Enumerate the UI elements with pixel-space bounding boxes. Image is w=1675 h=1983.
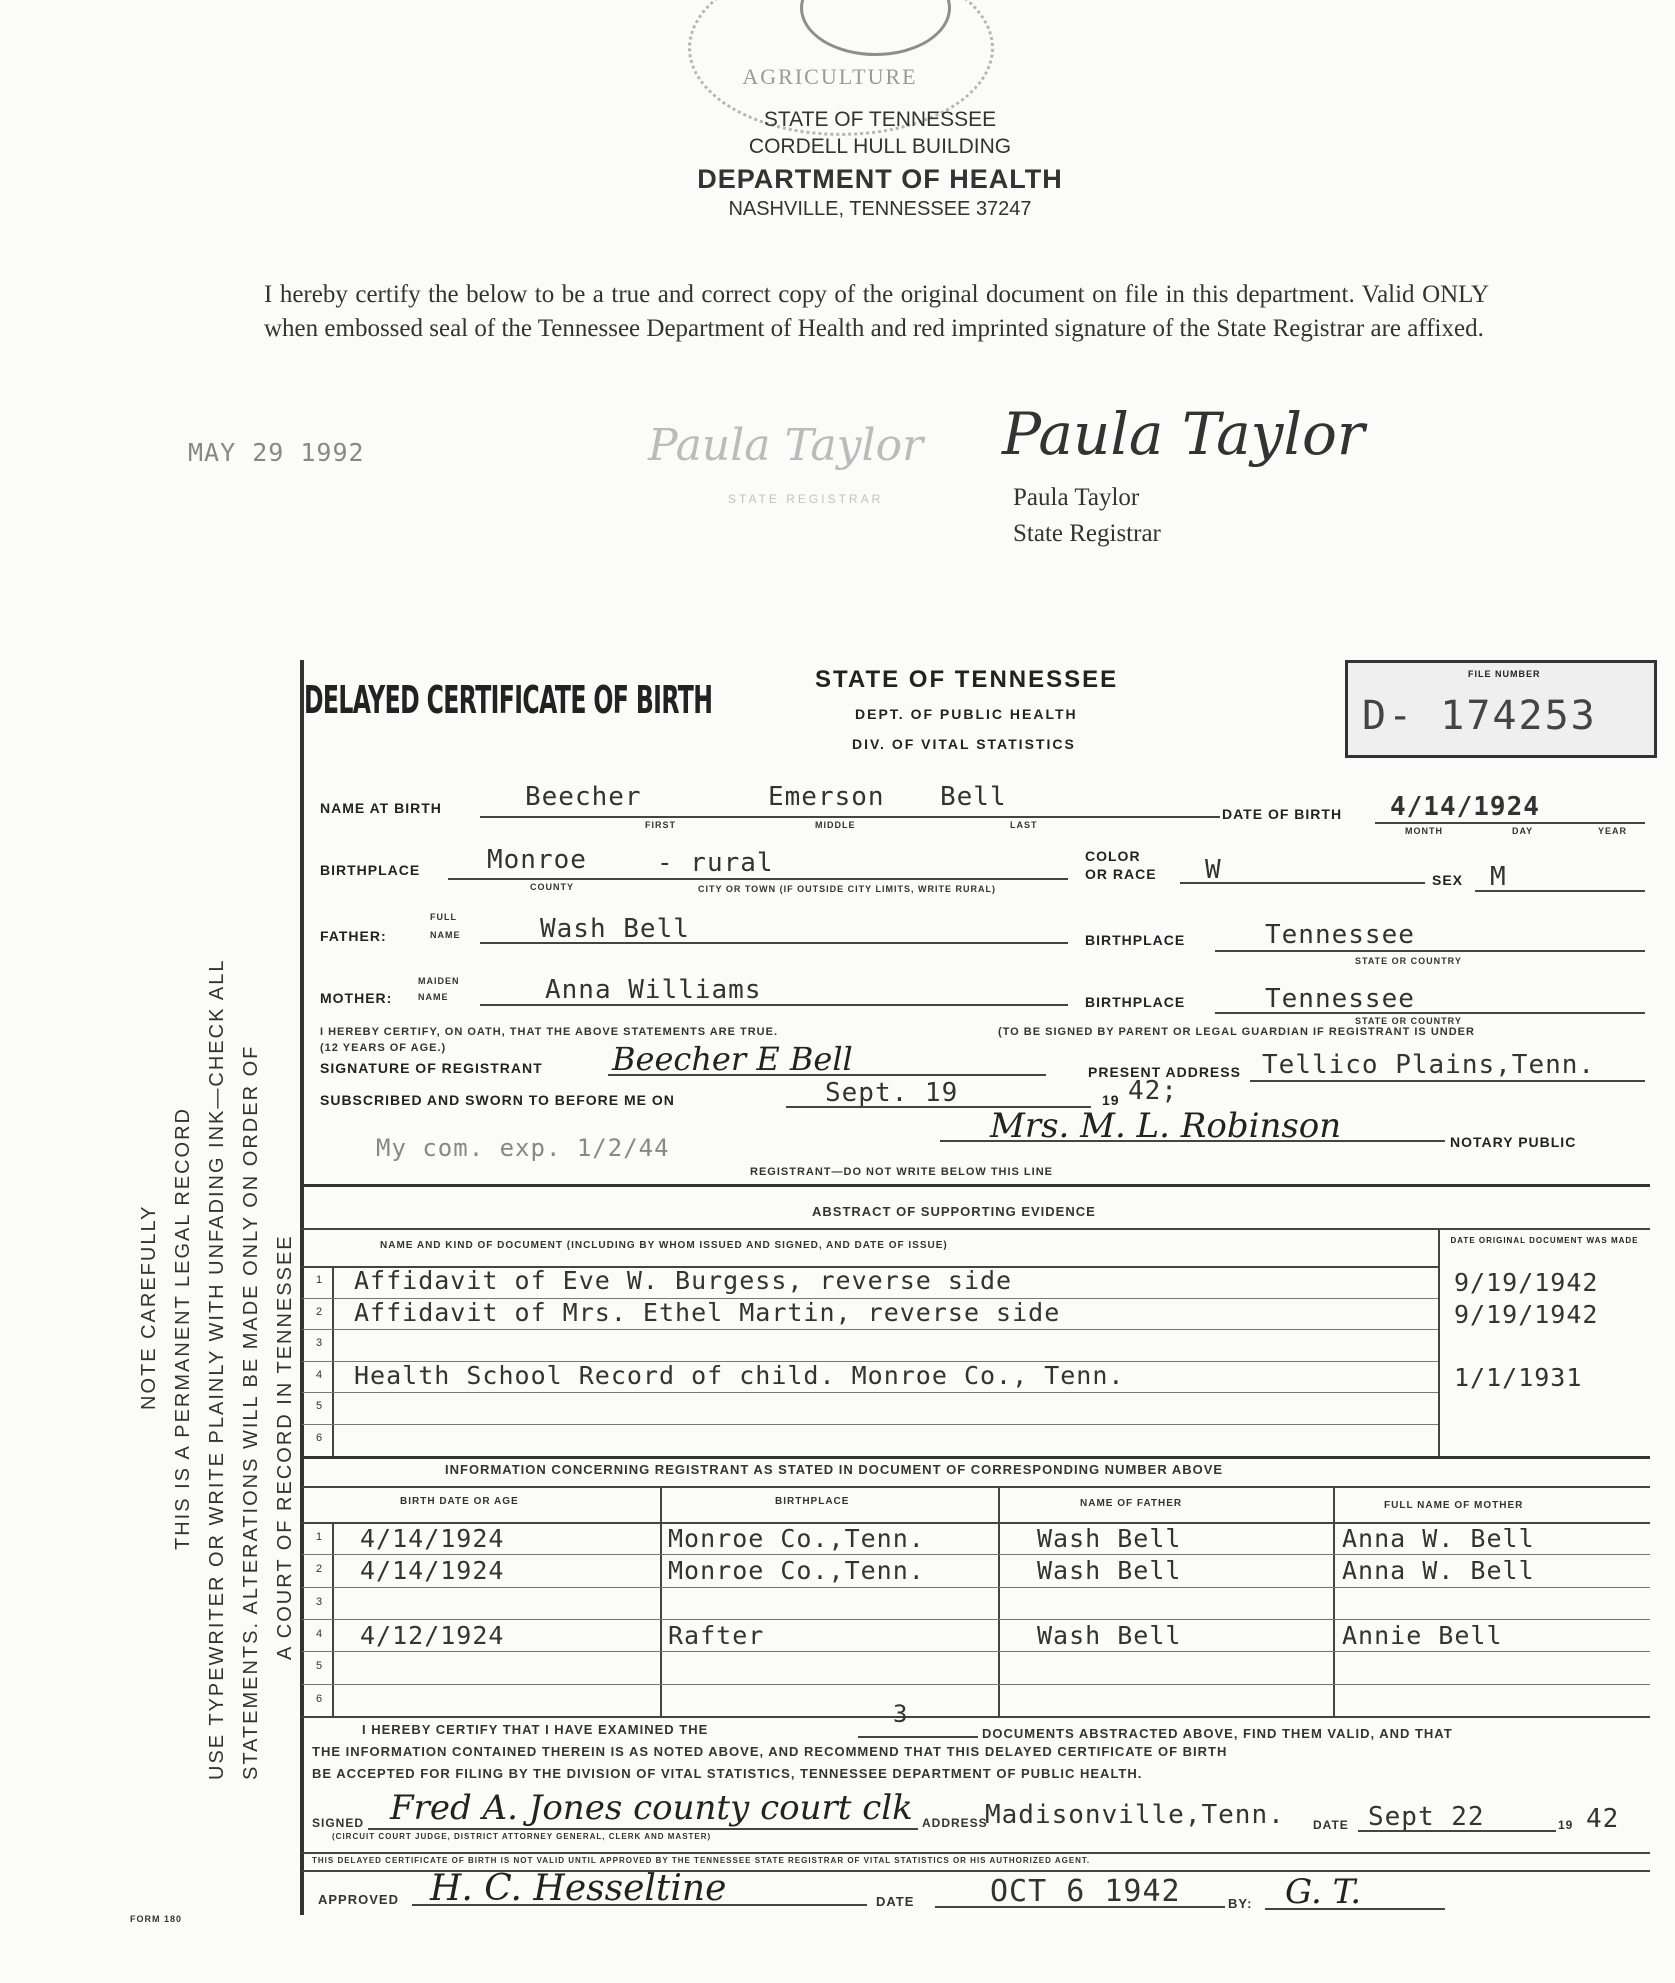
letterhead-building: CORDELL HULL BUILDING [748, 135, 1012, 158]
abstract-row [302, 1329, 1650, 1361]
side-note-line-1: NOTE CAREFULLY [138, 1204, 160, 1410]
label-full: FULL [430, 912, 457, 922]
side-note [138, 780, 298, 1800]
sex-line [1475, 890, 1645, 892]
race-line [1180, 882, 1425, 884]
value-father-birthplace: Tennessee [1265, 920, 1415, 950]
info-row-number: 1 [316, 1531, 323, 1543]
label-present-address: PRESENT ADDRESS [1088, 1064, 1241, 1080]
label-year: YEAR [1598, 826, 1628, 836]
label-middle: MIDDLE [815, 820, 856, 830]
label-city-or-town: CITY OR TOWN (IF OUTSIDE CITY LIMITS, WRITE RURAL) [698, 884, 996, 894]
label-subscribed: SUBSCRIBED AND SWORN TO BEFORE ME ON [320, 1092, 675, 1108]
info-header-father: NAME OF FATHER [1080, 1498, 1183, 1509]
label-sex: SEX [1432, 872, 1464, 888]
abstract-row-line [302, 1329, 1438, 1330]
seal-text: AGRICULTURE [742, 64, 918, 89]
label-county: COUNTY [530, 882, 574, 892]
present-address-line [1250, 1080, 1645, 1082]
value-signed-address: Madisonville,Tenn. [985, 1800, 1285, 1830]
abstract-row-date: 9/19/1942 [1454, 1299, 1599, 1329]
registrar-title: State Registrar [1013, 520, 1161, 547]
info-row-number: 4 [316, 1627, 323, 1640]
abstract-row-document: Health School Record of child. Monroe Co., Tenn. [354, 1360, 1125, 1390]
info-row-line [302, 1554, 1650, 1555]
file-number-label: FILE NUMBER [1468, 669, 1541, 679]
info-row-father: Wash Bell [1037, 1524, 1182, 1553]
form-state: STATE OF TENNESSEE [815, 666, 1119, 693]
label-maiden-name: NAME [418, 992, 449, 1002]
value-mother-name: Anna Williams [545, 975, 762, 1005]
form-number: FORM 180 [130, 1914, 183, 1924]
label-or-race: OR RACE [1085, 866, 1157, 882]
info-row-birthplace: Monroe Co.,Tenn. [668, 1556, 925, 1586]
abstract-row [302, 1392, 1650, 1424]
footer-certify-d: BE ACCEPTED FOR FILING BY THE DIVISION OF VITAL STATISTICS, TENNESSEE DEPARTMENT OF PUBLIC HEALTH. [312, 1766, 1143, 1781]
dob-line [1375, 822, 1645, 824]
footer-certify-a: I HEREBY CERTIFY THAT I HAVE EXAMINED THE [362, 1722, 709, 1737]
value-county: Monroe [487, 845, 587, 875]
info-row-number: 2 [316, 1563, 323, 1576]
registrant-signature: Beecher E Bell [612, 1040, 853, 1078]
label-name-at-birth: NAME AT BIRTH [320, 800, 442, 816]
approved-date-line [935, 1906, 1225, 1908]
info-row-birthplace: Monroe Co.,Tenn. [668, 1524, 925, 1553]
oath-guardian-text: (TO BE SIGNED BY PARENT OR LEGAL GUARDIAN IF REGISTRANT IS UNDER [998, 1026, 1475, 1038]
abstract-row [302, 1424, 1650, 1456]
label-do-not-write: REGISTRANT—DO NOT WRITE BELOW THIS LINE [750, 1166, 1053, 1178]
label-birthplace: BIRTHPLACE [320, 862, 421, 878]
info-row-line [302, 1684, 1650, 1685]
info-row-number: 3 [316, 1595, 323, 1608]
abstract-row [302, 1266, 1650, 1298]
abstract-row-line [302, 1392, 1438, 1393]
file-number: D- 174253 [1362, 693, 1597, 739]
signed-date-line [1358, 1830, 1556, 1832]
info-row-mother: Anna W. Bell [1342, 1524, 1535, 1553]
faint-registrar-title: STATE REGISTRAR [728, 492, 884, 506]
side-note-line-5: A COURT OF RECORD IN TENNESSEE [274, 1234, 296, 1660]
value-present-address: Tellico Plains,Tenn. [1262, 1050, 1596, 1080]
label-last: LAST [1010, 820, 1038, 830]
label-month: MONTH [1405, 826, 1443, 836]
value-approved-date: OCT 6 1942 [990, 1874, 1181, 1909]
info-row-birth-date: 4/14/1924 [360, 1556, 505, 1586]
label-state-or-country: STATE OR COUNTRY [1355, 956, 1462, 966]
footer-not-valid: THIS DELAYED CERTIFICATE OF BIRTH IS NOT VALID UNTIL APPROVED BY THE TENNESSEE STATE REGISTRAR OF VITAL STATISTICS OR HIS AUTHORIZED AGENT. [312, 1856, 1091, 1865]
form-dept: DEPT. OF PUBLIC HEALTH [855, 706, 1078, 722]
signed-line [368, 1828, 918, 1830]
value-race: W [1205, 855, 1222, 885]
abstract-row-number: 6 [316, 1432, 323, 1444]
info-row-mother: Annie Bell [1342, 1620, 1503, 1650]
abstract-row-line [302, 1424, 1438, 1425]
info-bottom-line [302, 1716, 1650, 1718]
info-row [302, 1619, 1650, 1651]
label-signed: SIGNED [312, 1816, 365, 1830]
info-row [302, 1651, 1650, 1683]
info-row-line [302, 1619, 1650, 1620]
value-date-of-birth: 4/14/1924 [1390, 792, 1540, 822]
label-date-of-birth: DATE OF BIRTH [1222, 806, 1343, 822]
label-name: NAME [430, 930, 461, 940]
letterhead-department: DEPARTMENT OF HEALTH [697, 164, 1063, 194]
signed-subtitle: (CIRCUIT COURT JUDGE, DISTRICT ATTORNEY GENERAL, CLERK AND MASTER) [332, 1832, 712, 1841]
by-line [1265, 1908, 1445, 1910]
side-note-line-2: THIS IS A PERMANENT LEGAL RECORD [172, 1107, 194, 1550]
info-header-mother: FULL NAME OF MOTHER [1384, 1500, 1524, 1511]
info-row [302, 1684, 1650, 1716]
info-title: INFORMATION CONCERNING REGISTRANT AS STATED IN DOCUMENT OF CORRESPONDING NUMBER ABOVE [445, 1462, 1224, 1477]
registrar-signature: Paula Taylor [1002, 400, 1365, 468]
abstract-row-document: Affidavit of Mrs. Ethel Martin, reverse side [354, 1297, 1061, 1327]
label-address: ADDRESS [922, 1816, 988, 1830]
abstract-row-line [302, 1298, 1438, 1299]
value-sex: M [1490, 862, 1507, 892]
value-signed-date: Sept 22 [1368, 1802, 1485, 1832]
form-division: DIV. OF VITAL STATISTICS [852, 736, 1076, 752]
info-row-mother: Anna W. Bell [1342, 1556, 1535, 1586]
letterhead-state: STATE OF TENNESSEE [763, 108, 997, 131]
mother-line [480, 1004, 1068, 1006]
value-city: - rural [657, 848, 774, 878]
side-note-line-3: USE TYPEWRITER OR WRITE PLAINLY WITH UNFADING INK—CHECK ALL [206, 958, 228, 1780]
label-first: FIRST [645, 820, 676, 830]
info-row-line [302, 1587, 1650, 1588]
faint-signature: Paula Taylor [648, 420, 924, 471]
label-color: COLOR [1085, 848, 1141, 864]
abstract-col-document: NAME AND KIND OF DOCUMENT (INCLUDING BY WHOM ISSUED AND SIGNED, AND DATE OF ISSUE) [380, 1240, 948, 1251]
abstract-col-date: DATE ORIGINAL DOCUMENT WAS MADE [1450, 1236, 1639, 1245]
abstract-bottom-line [302, 1456, 1650, 1459]
side-note-line-4: STATEMENTS. ALTERATIONS WILL BE MADE ONLY ON ORDER OF [240, 1044, 262, 1780]
label-notary-public: NOTARY PUBLIC [1450, 1134, 1577, 1150]
registrant-divider [302, 1184, 1650, 1187]
document-count-line [858, 1736, 978, 1738]
label-sworn-year-prefix: 19 [1102, 1092, 1120, 1108]
registrar-name: Paula Taylor [1013, 484, 1140, 511]
birthplace-line [448, 878, 1068, 880]
abstract-row [302, 1298, 1650, 1330]
label-signed-year-prefix: 19 [1558, 1818, 1574, 1832]
approved-line [412, 1904, 867, 1906]
info-row-line [302, 1651, 1650, 1652]
oath-age-text: (12 YEARS OF AGE.) [320, 1042, 447, 1054]
abstract-title: ABSTRACT OF SUPPORTING EVIDENCE [812, 1204, 1096, 1219]
letterhead-address: NASHVILLE, TENNESSEE 37247 [728, 198, 1032, 220]
label-maiden: MAIDEN [418, 976, 460, 986]
label-by: BY: [1228, 1896, 1253, 1911]
footer-document-count: 3 [893, 1700, 909, 1728]
notary-line [940, 1140, 1445, 1142]
father-birthplace-line [1215, 950, 1645, 952]
label-state-or-country-2: STATE OR COUNTRY [1355, 1016, 1462, 1026]
registrant-signature-line [608, 1074, 1046, 1076]
label-signed-date: DATE [1313, 1818, 1349, 1832]
abstract-row-document: Affidavit of Eve W. Burgess, reverse side [354, 1266, 1013, 1295]
value-last-name: Bell [940, 782, 1007, 812]
abstract-row-number: 2 [316, 1305, 323, 1318]
value-commission: My com. exp. 1/2/44 [376, 1134, 670, 1162]
signed-signature: Fred A. Jones county court clk [390, 1788, 913, 1828]
info-row-father: Wash Bell [1037, 1556, 1182, 1586]
approved-signature: H. C. Hesseltine [430, 1868, 727, 1909]
notary-signature: Mrs. M. L. Robinson [990, 1106, 1342, 1146]
approval-divider-top [302, 1852, 1650, 1854]
value-first-name: Beecher [525, 782, 642, 812]
label-approved-date: DATE [876, 1894, 915, 1909]
file-number-box [1345, 660, 1657, 758]
info-row [302, 1554, 1650, 1586]
info-row [302, 1587, 1650, 1619]
value-mother-birthplace: Tennessee [1265, 984, 1415, 1014]
info-row-number: 6 [316, 1692, 323, 1705]
label-signature-of-registrant: SIGNATURE OF REGISTRANT [320, 1060, 543, 1076]
abstract-row-number: 4 [316, 1368, 323, 1381]
label-approved: APPROVED [318, 1892, 399, 1907]
value-sworn-date: Sept. 19 [825, 1078, 959, 1108]
abstract-row-line [302, 1361, 1438, 1362]
info-title-line [302, 1486, 1650, 1488]
by-signature: G. T. [1285, 1872, 1362, 1912]
value-sworn-year: 42; [1128, 1076, 1178, 1106]
father-line [480, 942, 1068, 944]
mother-birthplace-line [1215, 1012, 1645, 1014]
info-row-birth-date: 4/12/1924 [360, 1620, 505, 1650]
abstract-row-number: 5 [316, 1400, 323, 1413]
abstract-row-date: 9/19/1942 [1454, 1268, 1599, 1297]
label-father-birthplace: BIRTHPLACE [1085, 932, 1186, 948]
value-middle-name: Emerson [768, 782, 885, 812]
info-row [302, 1522, 1650, 1554]
info-row-birthplace: Rafter [668, 1620, 765, 1650]
info-row-number: 5 [316, 1660, 323, 1673]
date-stamp: MAY 29 1992 [188, 438, 365, 467]
footer-certify-b: DOCUMENTS ABSTRACTED ABOVE, FIND THEM VALID, AND THAT [982, 1726, 1453, 1741]
info-row-birth-date: 4/14/1924 [360, 1524, 505, 1553]
label-mother-birthplace: BIRTHPLACE [1085, 994, 1186, 1010]
value-father-name: Wash Bell [540, 914, 690, 944]
label-father: FATHER: [320, 928, 387, 944]
label-day: DAY [1512, 826, 1534, 836]
form-title: DELAYED CERTIFICATE OF BIRTH [304, 678, 713, 722]
oath-text: I HEREBY CERTIFY, ON OATH, THAT THE ABOVE STATEMENTS ARE TRUE. [320, 1026, 779, 1038]
abstract-row-date: 1/1/1931 [1454, 1362, 1583, 1392]
info-row-father: Wash Bell [1037, 1620, 1182, 1650]
footer-certify-c: THE INFORMATION CONTAINED THEREIN IS AS NOTED ABOVE, AND RECOMMEND THAT THIS DELAYED CERTIFICATE OF BIRTH [312, 1744, 1228, 1759]
label-mother: MOTHER: [320, 990, 393, 1006]
info-header-birth-date: BIRTH DATE OR AGE [400, 1496, 519, 1507]
name-line [480, 816, 1220, 818]
abstract-title-line [302, 1228, 1650, 1230]
certification-statement: I hereby certify the below to be a true and correct copy of the original document on file in this department. Valid ONLY when embossed seal of the Tennessee Department of Health and red imprinted signature of the State Registrar are affixed. [264, 281, 1489, 342]
abstract-row-number: 1 [316, 1274, 323, 1286]
abstract-row [302, 1361, 1650, 1393]
value-signed-year: 42 [1586, 1804, 1620, 1834]
abstract-row-number: 3 [316, 1337, 323, 1350]
info-header-birthplace: BIRTHPLACE [775, 1496, 850, 1507]
